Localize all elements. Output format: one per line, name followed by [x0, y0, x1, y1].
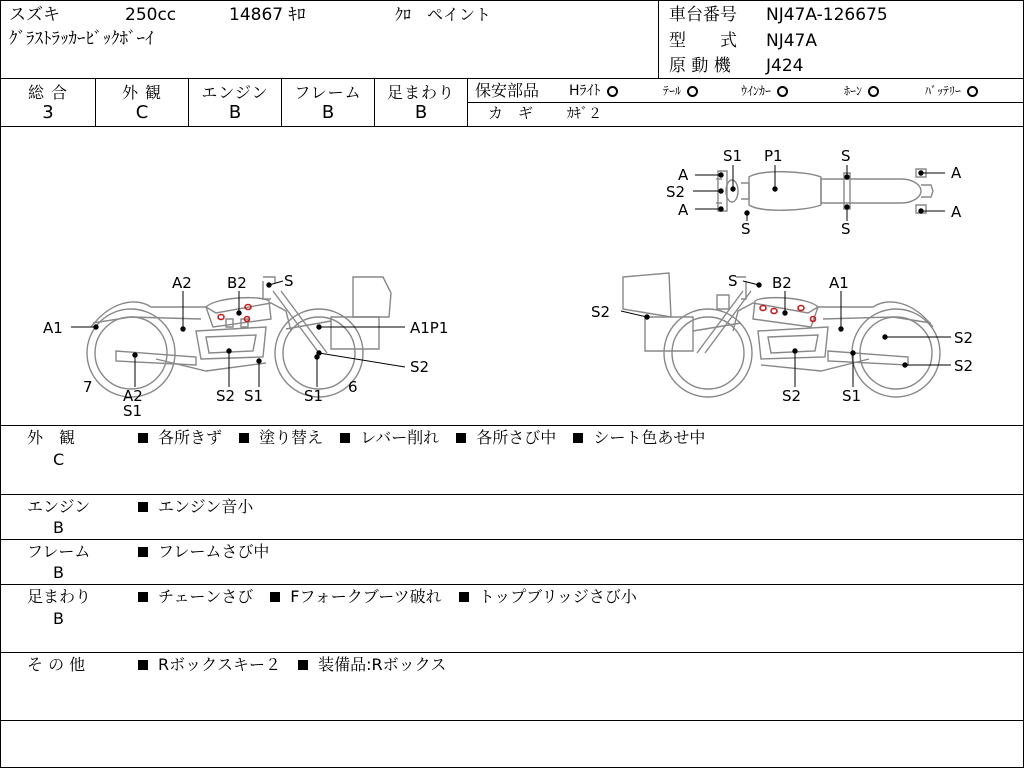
safety-battery: ﾊﾞｯﾃﾘｰ [925, 85, 978, 97]
label-left-6: 6 [348, 378, 358, 396]
safety-winker: ｳｲﾝｶｰ [741, 85, 788, 97]
label-top-a3: A [951, 164, 962, 182]
label-left-s1a: S1 [123, 402, 143, 420]
label-left-7: 7 [83, 378, 93, 396]
ok-circle-icon [607, 86, 618, 97]
label-right-b2: B2 [772, 274, 792, 292]
label-left-s2a: S2 [410, 358, 430, 376]
label-left-s2b: S2 [216, 387, 236, 405]
comment-frame-grade: B [53, 563, 64, 582]
key-value: ｶｷﾞ２ [567, 106, 602, 122]
label-left-a2b: A2 [123, 387, 143, 405]
label-top-a4: A [951, 203, 962, 221]
label-right-s1: S1 [842, 387, 862, 405]
frame-number-label: 車台番号 [669, 5, 737, 25]
label-right-s2a: S2 [591, 303, 611, 321]
comment-frame-title: フレーム [27, 542, 91, 561]
key-label: カ ギ [488, 104, 534, 122]
ok-circle-icon [687, 86, 698, 97]
label-left-b2: B2 [227, 274, 247, 292]
label-top-s: S [841, 147, 851, 165]
safety-parts-label: 保安部品 [475, 81, 540, 100]
comment-exterior-title: 外 観 [27, 428, 76, 447]
comment-engine-title: エンジン [27, 497, 91, 516]
label-left-a1p1: A1P1 [410, 319, 449, 337]
header-bottom-rule [1, 78, 1023, 79]
body-color: ｸﾛ ペイント [395, 5, 492, 24]
grade-engine: エンジン B [201, 83, 269, 123]
comment-other-items: Rボックスキー２ 装備品:Rボックス [138, 657, 446, 673]
label-top-a1: A [678, 166, 689, 184]
engine-model-value: J424 [766, 56, 804, 76]
grade-overall: 総 合 3 [27, 83, 69, 123]
label-left-a1: A1 [43, 319, 63, 337]
model-type-label: 型 式 [669, 31, 737, 51]
ok-circle-icon [868, 86, 879, 97]
label-left-s1b: S1 [244, 387, 264, 405]
maker: スズキ [9, 5, 60, 25]
label-top-s2: S2 [666, 183, 686, 201]
label-right-s2c: S2 [954, 357, 974, 375]
label-right-a1: A1 [829, 274, 849, 292]
ok-circle-icon [777, 86, 788, 97]
label-right-s: S [728, 272, 738, 290]
label-left-s: S [284, 272, 294, 290]
label-left-a2: A2 [172, 274, 192, 292]
model-type-value: NJ47A [766, 31, 817, 51]
safety-horn: ﾎｰﾝ [844, 85, 879, 97]
comment-exterior-items: 各所きず 塗り替え レバー削れ 各所さび中 シート色あせ中 [138, 430, 705, 446]
damage-diagram [1, 127, 1023, 425]
label-top-p1: P1 [764, 147, 783, 165]
model-name: ｸﾞﾗｽﾄﾗｯｶｰﾋﾞｯｸﾎﾞｰｲ [9, 29, 154, 49]
grade-frame: フレーム B [294, 83, 362, 123]
label-top-s1: S1 [723, 147, 743, 165]
top-view-outline [716, 169, 933, 213]
comment-engine-grade: B [53, 518, 64, 537]
comment-suspension-items: チェーンさび Fフォークブーツ破れ トップブリッジさび小 [138, 589, 637, 605]
ok-circle-icon [967, 86, 978, 97]
frame-number-value: NJ47A-126675 [766, 5, 888, 25]
grade-exterior: 外 観 C [121, 83, 163, 123]
engine-model-label: 原 動 機 [669, 56, 731, 76]
safety-headlight: Hﾗｲﾄ [569, 84, 618, 98]
comment-engine-items: エンジン音小 [138, 499, 253, 515]
displacement: 250cc [125, 5, 177, 25]
header-divider [658, 1, 659, 78]
comment-suspension-title: 足まわり [27, 587, 92, 606]
comment-suspension-grade: B [53, 609, 64, 628]
safety-tail: ﾃｰﾙ [663, 85, 698, 97]
comment-exterior-grade: C [53, 450, 65, 469]
diagram-bottom-rule [1, 425, 1023, 426]
label-right-s2b: S2 [954, 329, 974, 347]
comment-other-title: そ の 他 [27, 655, 86, 674]
grade-suspension: 足まわり B [386, 83, 455, 123]
label-top-s3: S [741, 220, 751, 238]
leader-lines [71, 165, 951, 387]
label-right-s2d: S2 [782, 387, 802, 405]
label-top-s4: S [841, 220, 851, 238]
label-top-a2: A [678, 201, 689, 219]
comment-frame-items: フレームさび中 [138, 544, 269, 560]
mileage: 14867 ｷﾛ [229, 5, 306, 25]
label-left-s1c: S1 [304, 387, 324, 405]
